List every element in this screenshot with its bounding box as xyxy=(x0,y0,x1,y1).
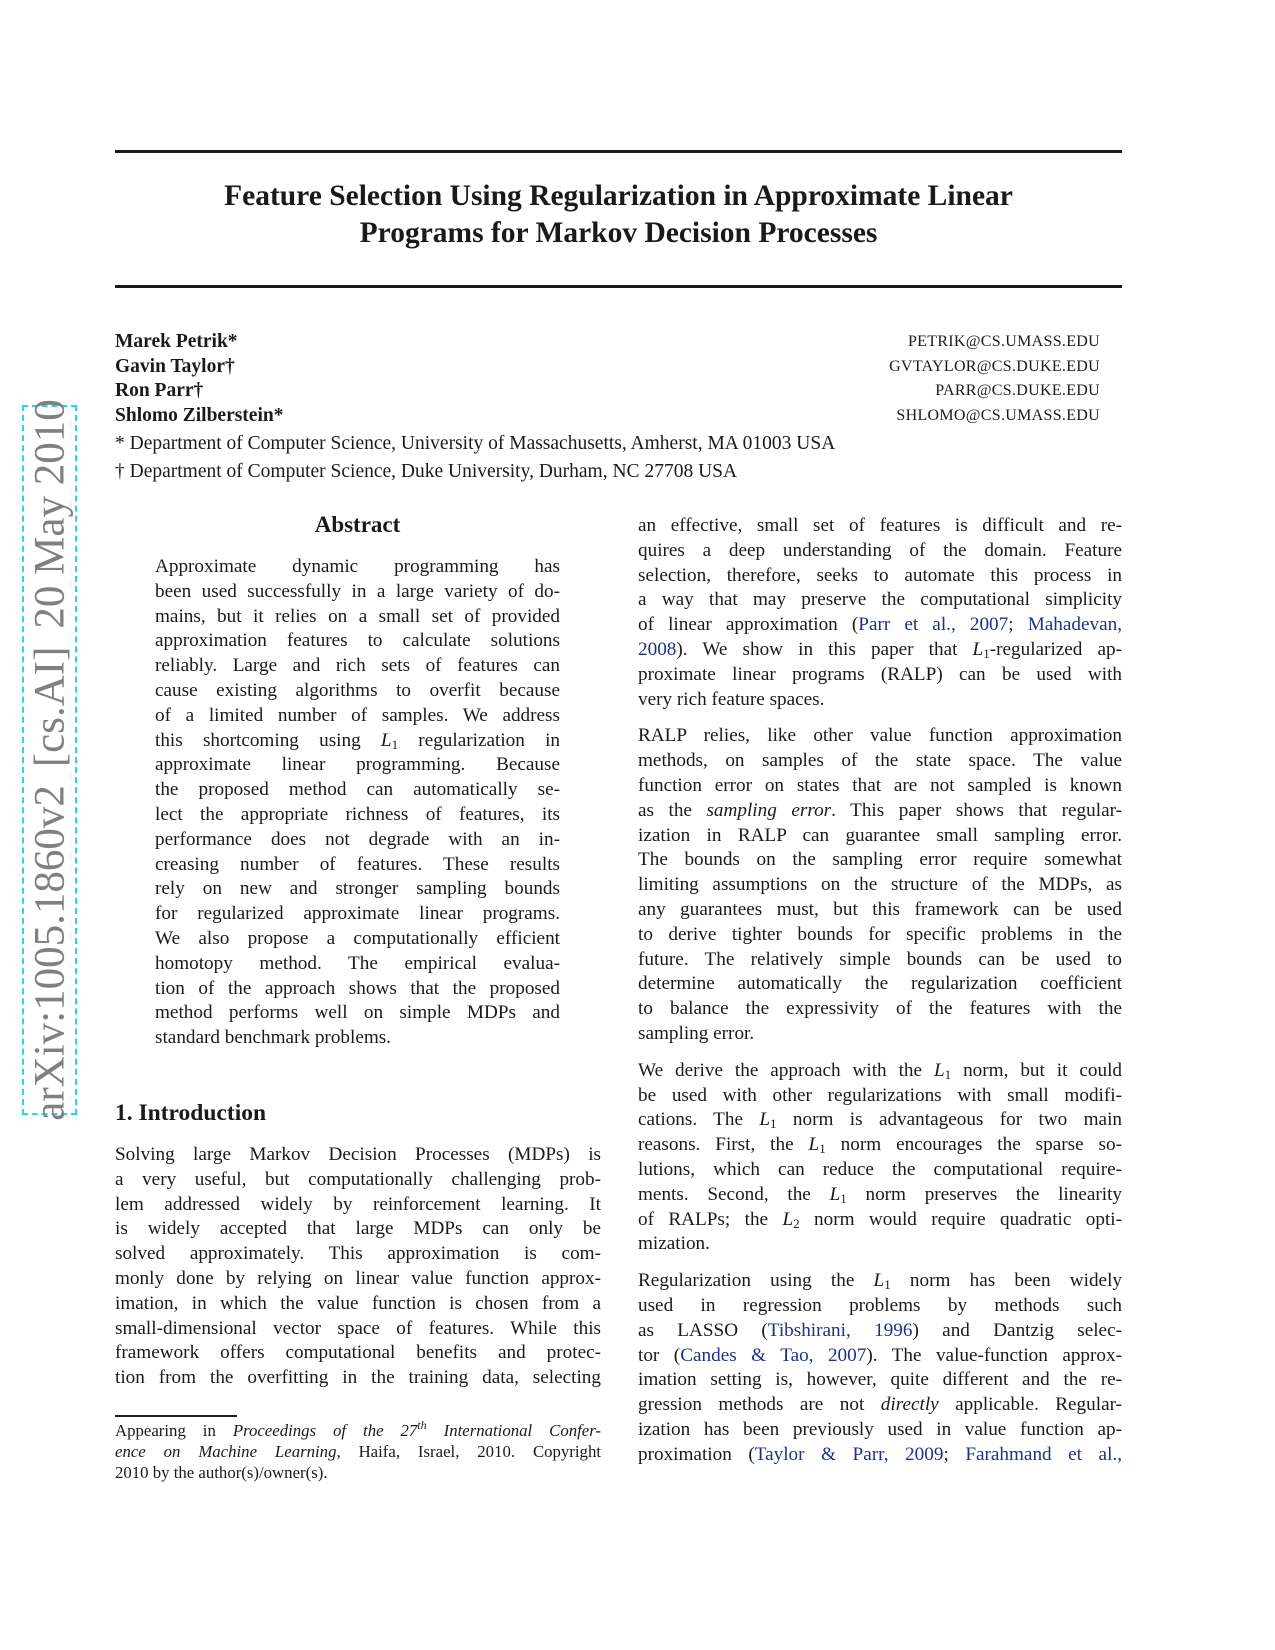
text-line xyxy=(638,1319,1122,1344)
math-symbol: L xyxy=(972,638,984,660)
text: reasons. First, the xyxy=(638,1134,809,1156)
math-subscript: 2 xyxy=(793,1215,800,1231)
section-heading-introduction: 1. Introduction xyxy=(115,1100,267,1126)
abstract-line: Approximate dynamic programming has xyxy=(155,556,560,577)
text-line: ization has been previously used in value function ap- xyxy=(638,1418,1122,1440)
math-symbol: L xyxy=(808,1134,820,1156)
intro-line: framework offers computational benefits and protec- xyxy=(115,1342,601,1364)
title-rule-top xyxy=(115,150,1122,153)
intro-line: is widely accepted that large MDPs can only be xyxy=(115,1218,601,1240)
citation-link[interactable]: Mahadevan, xyxy=(1027,614,1122,636)
paragraph xyxy=(638,1269,1122,1467)
citation-link[interactable]: 2008 xyxy=(638,638,677,660)
author-email[interactable]: SHLOMO@CS.UMASS.EDU xyxy=(896,406,1100,424)
emphasis: directly xyxy=(880,1394,939,1416)
abstract-heading: Abstract xyxy=(314,512,401,537)
text: ; xyxy=(943,1443,966,1465)
footnote-text: 2010 by the author(s)/owner(s). xyxy=(115,1463,328,1482)
author-name: Ron Parr† xyxy=(115,380,204,401)
abstract-body xyxy=(155,555,560,1051)
text-line: The bounds on the sampling error require somewhat xyxy=(638,849,1122,871)
text-line xyxy=(638,1059,1122,1084)
text: norm, but it could xyxy=(951,1059,1122,1081)
math-subscript: 1 xyxy=(819,1141,826,1157)
text: norm is advantageous for two main xyxy=(776,1109,1122,1131)
right-column xyxy=(638,514,1122,1479)
math-symbol: L xyxy=(829,1183,841,1205)
intro-line: a very useful, but computationally challenging prob- xyxy=(115,1168,601,1190)
text-line: future. The relatively simple bounds can be used to xyxy=(638,948,1122,970)
text-line xyxy=(638,1108,1122,1133)
text-line: ization in RALP can guarantee small sampling error. xyxy=(638,824,1122,846)
author-email[interactable]: PARR@CS.DUKE.EDU xyxy=(935,382,1100,399)
emphasis: sampling error xyxy=(706,799,832,821)
math-symbol: L xyxy=(873,1270,885,1292)
text-line xyxy=(638,1183,1122,1208)
text-line xyxy=(638,613,1122,638)
text-line: limiting assumptions on the structure of the MDPs, as xyxy=(638,874,1122,896)
text: Regularization using the xyxy=(638,1270,874,1292)
abstract-line: this shortcoming using $L_1$ regularization in xyxy=(155,729,560,752)
paper-title xyxy=(115,178,1122,252)
text: norm has been widely xyxy=(890,1270,1122,1292)
text: of RALPs; the xyxy=(638,1208,783,1230)
text-line: to balance the expressivity of the features with the xyxy=(638,998,1122,1020)
text: ). We show in this paper that xyxy=(676,638,973,660)
intro-line: lem addressed widely by reinforcement learning. It xyxy=(115,1193,601,1215)
footnote-text: Appearing in xyxy=(115,1421,233,1440)
text: of linear approximation ( xyxy=(638,614,859,636)
text-line: a way that may preserve the computational simplicity xyxy=(638,589,1122,611)
text: We derive the approach with the xyxy=(638,1059,934,1081)
author-row xyxy=(115,355,1100,380)
abstract-line: been used successfully in a large variety of do- xyxy=(155,580,560,602)
introduction-body xyxy=(115,1143,601,1391)
text-line: an effective, small set of features is difficult and re- xyxy=(638,515,1122,536)
text-line: lutions, which can reduce the computational require- xyxy=(638,1158,1122,1180)
arxiv-stamp-text xyxy=(25,399,74,1121)
abstract-line: homotopy method. The empirical evalua- xyxy=(155,952,560,974)
abstract-line: method performs well on simple MDPs and xyxy=(155,1002,560,1024)
text: . This paper shows that regular- xyxy=(831,799,1122,821)
paper-title-line-2: Programs for Markov Decision Processes xyxy=(359,217,878,249)
text-line xyxy=(638,799,1122,824)
footnote-sup: th xyxy=(417,1418,427,1432)
affiliation: † Department of Computer Science, Duke University, Durham, NC 27708 USA xyxy=(115,461,738,482)
math-subscript: 1 xyxy=(944,1066,952,1082)
text-line: proximate linear programs (RALP) can be used with xyxy=(638,663,1122,685)
citation-link[interactable]: Candes & Tao, 2007 xyxy=(680,1344,867,1366)
citation-link[interactable]: Tibshirani, 1996 xyxy=(767,1319,913,1341)
author-row xyxy=(115,379,1100,404)
paragraph xyxy=(638,1059,1122,1257)
affiliation-list xyxy=(115,430,835,486)
text-line: quires a deep understanding of the domain. Feature xyxy=(638,539,1122,561)
intro-line: tion from the overfitting in the training data, selecting xyxy=(115,1367,601,1389)
abstract-line: reliably. Large and rich sets of features can xyxy=(155,655,560,677)
text-line: determine automatically the regularization coefficient xyxy=(638,973,1122,995)
text: -regularized ap- xyxy=(989,638,1122,660)
abstract-line: We also propose a computationally efficient xyxy=(155,927,560,949)
abstract-line: creasing number of features. These results xyxy=(155,853,560,875)
abstract-line: performance does not degrade with an in- xyxy=(155,828,560,850)
text-line: RALP relies, like other value function approximation xyxy=(638,725,1122,747)
abstract-line: approximation features to calculate solutions xyxy=(155,630,560,652)
abstract-line: cause existing algorithms to overfit because xyxy=(155,679,560,701)
text: ments. Second, the xyxy=(638,1183,830,1205)
footnote-venue: ence on Machine Learning xyxy=(115,1442,337,1461)
text: gression methods are not xyxy=(638,1394,881,1416)
math-symbol: L xyxy=(933,1059,945,1081)
arxiv-id[interactable]: arXiv:1005.1860v2 xyxy=(26,785,73,1121)
math-subscript: 1 xyxy=(391,736,399,752)
text: as the xyxy=(638,799,707,821)
author-name: Gavin Taylor† xyxy=(115,355,235,377)
affiliation: * Department of Computer Science, University of Massachusetts, Amherst, MA 01003 USA xyxy=(115,433,836,454)
paragraph xyxy=(638,514,1122,712)
abstract-line: of a limited number of samples. We address xyxy=(155,704,560,726)
intro-line: small-dimensional vector space of features. While this xyxy=(115,1317,601,1339)
abstract-line: the proposed method can automatically se- xyxy=(155,779,560,801)
abstract-line: standard benchmark problems. xyxy=(155,1027,392,1049)
math-subscript: 1 xyxy=(983,645,990,661)
abstract-line: mains, but it relies on a small set of provided xyxy=(155,605,560,627)
footnote-venue: International Confer- xyxy=(426,1421,601,1440)
text-line: to derive tighter bounds for specific problems in the xyxy=(638,923,1122,945)
text-line: imation setting is, however, quite different and the re- xyxy=(638,1369,1122,1391)
math-symbol: L xyxy=(759,1109,771,1131)
author-row xyxy=(115,330,1100,355)
text: tor ( xyxy=(638,1344,681,1366)
intro-line: monly done by relying on linear value function approx- xyxy=(115,1267,601,1289)
text: norm would require quadratic opti- xyxy=(799,1208,1122,1230)
abstract-line: rely on new and stronger sampling bounds xyxy=(155,878,560,900)
text-line: selection, therefore, seeks to automate this process in xyxy=(638,564,1122,586)
abstract-line: tion of the approach shows that the proposed xyxy=(155,977,560,999)
math-subscript: 1 xyxy=(840,1190,847,1206)
footnote-venue: Proceedings of the 27 xyxy=(232,1421,418,1440)
paper-title-line-1: Feature Selection Using Regularization in Approximate Linear xyxy=(224,180,1013,212)
citation-link[interactable]: Parr et al., 2007 xyxy=(858,614,1009,636)
abstract-line: lect the appropriate richness of features, its xyxy=(155,803,560,825)
arxiv-date: 20 May 2010 xyxy=(26,399,73,629)
citation-link[interactable]: Farahmand et al., xyxy=(965,1443,1122,1465)
text: applicable. Regular- xyxy=(938,1394,1122,1416)
text-line: mization. xyxy=(638,1233,710,1255)
paragraph xyxy=(638,724,1122,1046)
author-name: Marek Petrik* xyxy=(115,331,238,352)
title-rule-bottom xyxy=(115,285,1122,288)
arxiv-stamp xyxy=(22,399,77,1121)
text: cations. The xyxy=(638,1109,760,1131)
text: proximation ( xyxy=(638,1443,755,1465)
text-line: methods, on samples of the state space. The value xyxy=(638,750,1122,772)
abstract-line: approximate linear programming. Because xyxy=(155,754,560,776)
text: ; xyxy=(1008,614,1028,636)
text-line: used in regression problems by methods such xyxy=(638,1294,1122,1316)
text-line: very rich feature spaces. xyxy=(638,688,825,710)
intro-line: Solving large Markov Decision Processes (MDPs) is xyxy=(115,1144,601,1165)
text: ) and Dantzig selec- xyxy=(912,1319,1122,1341)
abstract-line: for regularized approximate linear programs. xyxy=(155,903,560,925)
text: norm preserves the linearity xyxy=(846,1183,1122,1205)
author-row xyxy=(115,404,1100,429)
text-line xyxy=(638,1344,1122,1369)
text-line xyxy=(638,1269,1122,1294)
text-line xyxy=(638,1443,1122,1468)
intro-line: imation, in which the value function is chosen from a xyxy=(115,1292,601,1314)
text: ). The value-function approx- xyxy=(866,1344,1122,1366)
text-line: function error on states that are not sampled is known xyxy=(638,774,1122,796)
math-symbol: L xyxy=(380,729,392,751)
math-symbol: L xyxy=(782,1208,794,1230)
text-line xyxy=(638,1133,1122,1158)
intro-line: solved approximately. This approximation is com- xyxy=(115,1243,601,1265)
arxiv-category: [cs.AI] xyxy=(26,646,73,768)
author-list xyxy=(115,330,1100,428)
text: norm encourages the sparse so- xyxy=(825,1134,1122,1156)
footnote-text: , Haifa, Israel, 2010. Copyright xyxy=(336,1442,601,1461)
text-line: be used with other regularizations with small modifi- xyxy=(638,1084,1122,1106)
text: as LASSO ( xyxy=(638,1319,768,1341)
author-email[interactable]: PETRIK@CS.UMASS.EDU xyxy=(907,333,1100,350)
citation-link[interactable]: Taylor & Parr, 2009 xyxy=(754,1443,944,1465)
text-line xyxy=(638,1208,1122,1233)
author-name: Shlomo Zilberstein* xyxy=(115,404,284,426)
math-subscript: 1 xyxy=(884,1277,891,1293)
footnote xyxy=(115,1420,601,1483)
author-email[interactable]: GVTAYLOR@CS.DUKE.EDU xyxy=(889,357,1100,375)
text-line: sampling error. xyxy=(638,1022,755,1044)
text-line xyxy=(638,638,1122,663)
text-line xyxy=(638,1393,1122,1418)
math-subscript: 1 xyxy=(770,1116,777,1132)
text-line: any guarantees must, but this framework can be used xyxy=(638,898,1122,920)
footnote-rule xyxy=(115,1415,237,1417)
